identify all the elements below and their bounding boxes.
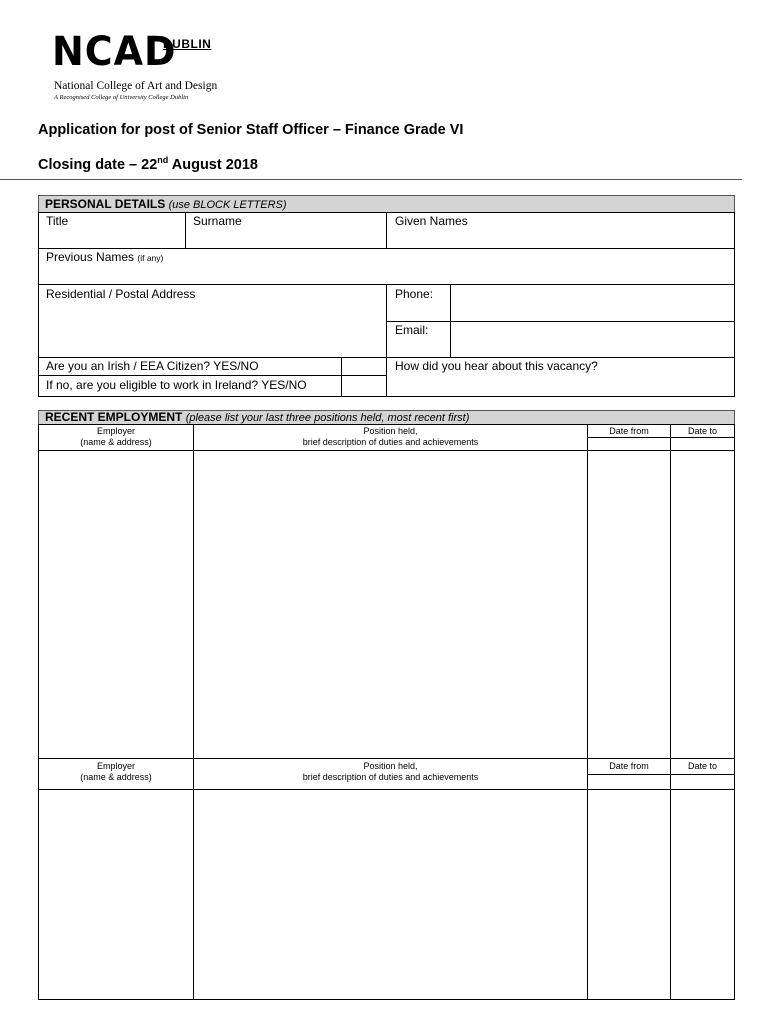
employer-col-line1: Employer: [96, 761, 135, 771]
divider: [38, 375, 386, 376]
position-col-line2: brief description of duties and achievements: [302, 772, 479, 782]
email-field[interactable]: [451, 322, 734, 356]
eligible-question: If no, are you eligible to work in Ireland? YES/NO: [46, 378, 307, 392]
employer-col-line1: Employer: [96, 426, 135, 436]
personal-details-header: [38, 195, 735, 213]
date-to-header: Date to: [687, 426, 718, 436]
personal-heading: PERSONAL DETAILS: [45, 197, 166, 211]
position-field-2[interactable]: [194, 790, 587, 999]
divider: [38, 248, 735, 249]
divider: [587, 437, 735, 438]
address-field[interactable]: [39, 302, 385, 356]
employer-col-line2: (name & address): [80, 772, 152, 782]
previous-names-label: [46, 250, 163, 264]
date-from-field-1[interactable]: [588, 451, 670, 758]
citizen-answer-field[interactable]: [342, 358, 386, 375]
position-col-line1: Position held,: [363, 426, 418, 436]
email-label: Email:: [395, 323, 429, 337]
personal-heading-note: (use BLOCK LETTERS): [168, 199, 287, 211]
employment-header: [38, 410, 735, 425]
page-title: Application for post of Senior Staff Officer – Finance Grade VI: [38, 122, 464, 138]
ncad-logo: NCAD: [52, 29, 177, 75]
position-column-header: [194, 761, 587, 783]
date-from-header: Date from: [609, 426, 649, 436]
eligible-answer-field[interactable]: [342, 376, 386, 396]
logo-dublin: DUBLIN: [163, 37, 212, 51]
phone-label: Phone:: [395, 287, 434, 301]
closing-date: [38, 155, 258, 173]
position-col-line1: Position held,: [363, 761, 418, 771]
previous-note: (if any): [137, 253, 164, 263]
closing-suffix: August 2018: [168, 156, 258, 173]
title-label: Title: [46, 214, 69, 228]
closing-sup: nd: [157, 155, 169, 165]
given-names-field[interactable]: [387, 228, 734, 247]
employer-field-2[interactable]: [39, 790, 193, 999]
divider: [0, 179, 742, 180]
position-column-header: [194, 426, 587, 448]
vacancy-source-question: How did you hear about this vacancy?: [395, 359, 598, 373]
logo-college-name: National College of Art and Design: [54, 80, 218, 92]
divider: [38, 357, 735, 358]
employer-col-line2: (name & address): [80, 437, 152, 447]
date-from-field-2[interactable]: [588, 790, 670, 999]
phone-field[interactable]: [451, 285, 734, 321]
surname-field[interactable]: [186, 212, 386, 248]
employer-field-1[interactable]: [39, 451, 193, 758]
employment-heading: RECENT EMPLOYMENT: [45, 410, 183, 424]
position-field-1[interactable]: [194, 451, 587, 758]
date-from-header: Date from: [609, 761, 649, 771]
logo-college-subtitle: A Recognised College of University College Dublin: [54, 94, 189, 101]
citizen-question: Are you an Irish / EEA Citizen? YES/NO: [46, 359, 259, 373]
position-col-line2: brief description of duties and achievements: [302, 437, 479, 447]
date-to-field-1[interactable]: [671, 451, 734, 758]
employer-column-header: [39, 426, 193, 448]
date-to-header: Date to: [687, 761, 718, 771]
employer-column-header: [39, 761, 193, 783]
given-names-label: Given Names: [395, 214, 468, 228]
surname-label: Surname: [193, 214, 242, 228]
previous-names-field[interactable]: [39, 264, 734, 284]
address-label: Residential / Postal Address: [46, 287, 196, 301]
vacancy-source-field[interactable]: [387, 374, 734, 396]
divider: [587, 774, 735, 775]
closing-prefix: Closing date – 22: [38, 156, 158, 173]
previous-label: Previous Names: [46, 250, 135, 264]
employment-heading-note: (please list your last three positions held, most recent first): [185, 412, 470, 424]
date-to-field-2[interactable]: [671, 790, 734, 999]
title-field[interactable]: [46, 226, 184, 247]
